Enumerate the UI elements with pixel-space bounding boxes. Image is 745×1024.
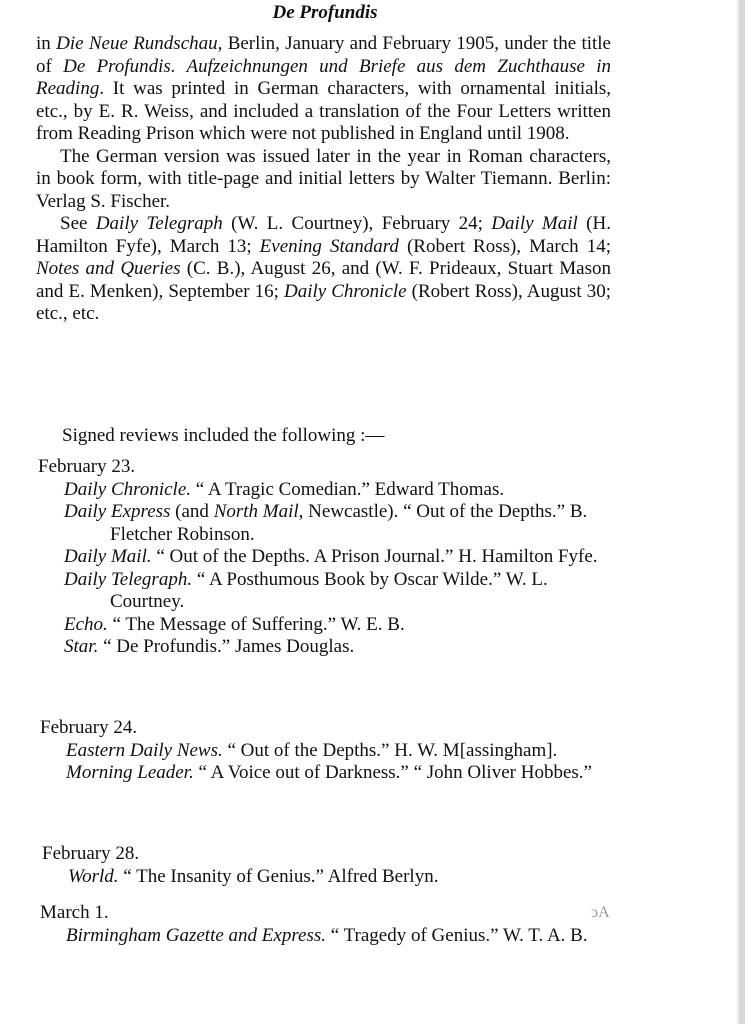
review-entry (66, 762, 612, 785)
review-details: “ De Profundis.” James Douglas. (98, 636, 355, 657)
text-run: , Berlin, January and February 1905, under the title of (36, 33, 611, 77)
text-run: . It was printed in German characters, with ornamental initials, etc., by E. R. Weiss, and included a translation of the Four Letters written from Reading Prison which were not published in England until 1908. (36, 78, 611, 144)
text-run: (Robert Ross), August 30; etc., etc. (36, 280, 612, 324)
review-details: “ The Insanity of Genius.” Alfred Berlyn. (118, 865, 439, 887)
review-entry (68, 866, 614, 889)
text-run: (C. B.), August 26, and (W. F. Prideaux, Stuart Mason and E. Menken), September 16; (36, 258, 611, 302)
section-date: March 1. (40, 902, 109, 923)
text-run: See (60, 213, 96, 234)
publication-name: Echo. (64, 613, 108, 635)
section-feb-24 (40, 717, 612, 785)
review-details: “ A Voice out of Darkness.” “ John Oliver Hobbes.” (193, 762, 592, 783)
publication-name: Birmingham Gazette and Express. (66, 924, 326, 946)
italic-title: Evening Standard (259, 235, 399, 257)
section-mar-1 (40, 902, 614, 947)
stray-mark: ↄA (591, 904, 610, 921)
review-details: “ A Posthumous Book by Oscar Wilde.” W. L. Courtney. (110, 568, 548, 612)
text-run: in (36, 33, 57, 54)
review-details: “ Out of the Depths. A Prison Journal.” H. Hamilton Fyfe. (151, 546, 598, 567)
publication-name: Daily Telegraph. (64, 568, 193, 590)
body-text (36, 33, 611, 326)
section-feb-28 (42, 843, 614, 888)
text-run: (W. L. Courtney), February 24; (222, 213, 492, 234)
italic-title: De Profundis. Aufzeichnungen und Briefe aus dem Zuchthause in Reading (36, 55, 611, 99)
publication-name: Daily Mail. (64, 546, 152, 567)
text-run: (and (170, 501, 214, 522)
review-details: “ Tragedy of Genius.” W. T. A. B. (326, 924, 588, 946)
publication-name: North Mail (213, 501, 299, 522)
review-details: “ The Message of Suffering.” W. E. B. (107, 613, 405, 635)
publication-name: Daily Chronicle. (64, 478, 191, 500)
review-details: “ A Tragic Comedian.” Edward Thomas. (191, 478, 505, 500)
italic-title: Daily Mail (491, 213, 578, 234)
review-entry (66, 740, 612, 763)
italic-title: Daily Chronicle (283, 280, 407, 302)
paragraph-3 (36, 213, 611, 326)
review-entry (64, 569, 612, 614)
italic-title: Daily Telegraph (95, 213, 223, 234)
review-entry (64, 614, 612, 637)
review-entry (66, 925, 614, 948)
review-entry (64, 546, 612, 569)
paragraph-1 (36, 33, 611, 146)
paragraph-2: The German version was issued later in the year in Roman characters, in book form, with title-page and initial letters by Walter Tiemann. Berlin: Verlag S. Fischer. (36, 145, 611, 212)
section-feb-23 (38, 456, 612, 659)
review-entry (64, 636, 612, 659)
italic-title: Die Neue Rundschau (56, 33, 218, 54)
publication-name: Daily Express (64, 501, 171, 522)
text-run: (H. Hamilton Fyfe), March 13; (36, 213, 611, 257)
review-entry (64, 479, 612, 502)
running-header: De Profundis (272, 2, 378, 23)
publication-name: Eastern Daily News. (66, 739, 223, 761)
publication-name: World. (68, 865, 119, 887)
publication-name: Star. (64, 636, 99, 657)
italic-title: Notes and Queries (36, 258, 181, 279)
review-details: “ Out of the Depths.” H. W. M[assingham]. (222, 739, 558, 761)
section-date: February 28. (42, 843, 140, 864)
section-date: February 23. (38, 456, 136, 477)
text-run: (Robert Ross), March 14; (398, 235, 611, 257)
section-date: February 24. (40, 717, 138, 738)
publication-name: Morning Leader. (66, 762, 194, 783)
page-edge (739, 0, 745, 1024)
review-details: , Newcastle). “ Out of the Depths.” B. Fletcher Robinson. (110, 501, 588, 545)
review-entry (64, 501, 612, 546)
signed-reviews-intro: Signed reviews included the following :— (62, 425, 385, 446)
